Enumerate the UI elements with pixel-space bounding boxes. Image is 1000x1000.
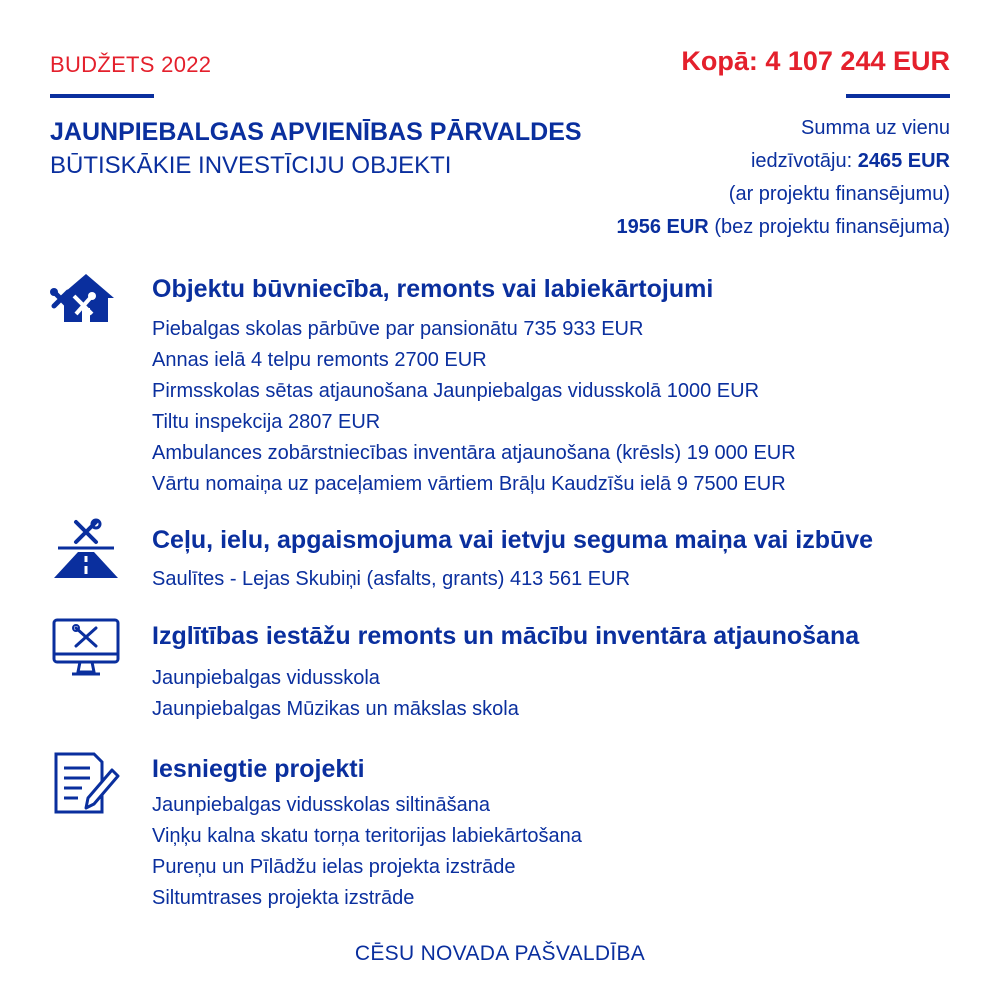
budget-label: BUDŽETS 2022 bbox=[50, 52, 212, 77]
footer-municipality: CĒSU NOVADA PAŠVALDĪBA bbox=[354, 942, 646, 965]
list-item: Jaunpiebalgas vidusskola bbox=[152, 667, 380, 689]
section-list-education bbox=[152, 663, 519, 725]
list-item: Tiltu inspekcija 2807 EUR bbox=[152, 411, 381, 433]
per-capita-suffix: (bez projektu finansējuma) bbox=[714, 216, 950, 238]
list-item: Saulītes - Lejas Skubiņi (asfalts, grants) 413 561 EUR bbox=[152, 568, 631, 590]
per-capita-prefix: iedzīvotāju: bbox=[750, 150, 853, 172]
per-capita-summary bbox=[530, 112, 950, 244]
per-capita-value-with-projects: 2465 EUR bbox=[857, 150, 950, 172]
per-capita-line2 bbox=[530, 145, 950, 178]
page-title: JAUNPIEBALGAS APVIENĪBAS PĀRVALDES bbox=[50, 118, 582, 146]
document-pen-icon bbox=[50, 752, 122, 814]
section-heading-roads: Ceļu, ielu, apgaismojuma vai ietvju seguma maiņa vai izbūve bbox=[152, 526, 874, 554]
list-item: Vārtu nomaiņa uz paceļamiem vārtiem Brāļu Kaudzīšu ielā 9 7500 EUR bbox=[152, 473, 786, 495]
per-capita-line3: (ar projektu finansējumu) bbox=[728, 183, 950, 205]
list-item: Siltumtrases projekta izstrāde bbox=[152, 887, 415, 909]
per-capita-line4 bbox=[530, 211, 950, 244]
monitor-tools-icon bbox=[50, 616, 122, 678]
list-item: Ambulances zobārstniecības inventāra atjaunošana (krēsls) 19 000 EUR bbox=[152, 442, 796, 464]
list-item: Viņķu kalna skatu torņa teritorijas labiekārtošana bbox=[152, 825, 582, 847]
house-tools-icon bbox=[50, 268, 122, 330]
section-list-projects bbox=[152, 790, 582, 914]
section-list-construction bbox=[152, 314, 796, 500]
list-item: Jaunpiebalgas vidusskolas siltināšana bbox=[152, 794, 490, 816]
list-item: Pureņu un Pīlādžu ielas projekta izstrāde bbox=[152, 856, 516, 878]
road-tools-icon bbox=[50, 518, 122, 580]
section-heading-projects: Iesniegtie projekti bbox=[152, 755, 365, 783]
divider-left bbox=[50, 94, 154, 98]
list-item: Annas ielā 4 telpu remonts 2700 EUR bbox=[152, 349, 487, 371]
list-item: Piebalgas skolas pārbūve par pansionātu 735 933 EUR bbox=[152, 318, 644, 340]
section-heading-education: Izglītības iestāžu remonts un mācību inventāra atjaunošana bbox=[152, 622, 860, 650]
budget-total: Kopā: 4 107 244 EUR bbox=[681, 46, 950, 76]
section-heading-construction: Objektu būvniecība, remonts vai labiekārtojumi bbox=[152, 275, 714, 303]
divider-right bbox=[846, 94, 950, 98]
per-capita-value-without-projects: 1956 EUR bbox=[616, 216, 709, 238]
list-item: Pirmsskolas sētas atjaunošana Jaunpiebalgas vidusskolā 1000 EUR bbox=[152, 380, 760, 402]
section-list-roads bbox=[152, 564, 630, 595]
page-subtitle: BŪTISKĀKIE INVESTĪCIJU OBJEKTI bbox=[50, 152, 452, 179]
list-item: Jaunpiebalgas Mūzikas un mākslas skola bbox=[152, 698, 519, 720]
per-capita-line1: Summa uz vienu bbox=[801, 117, 950, 139]
